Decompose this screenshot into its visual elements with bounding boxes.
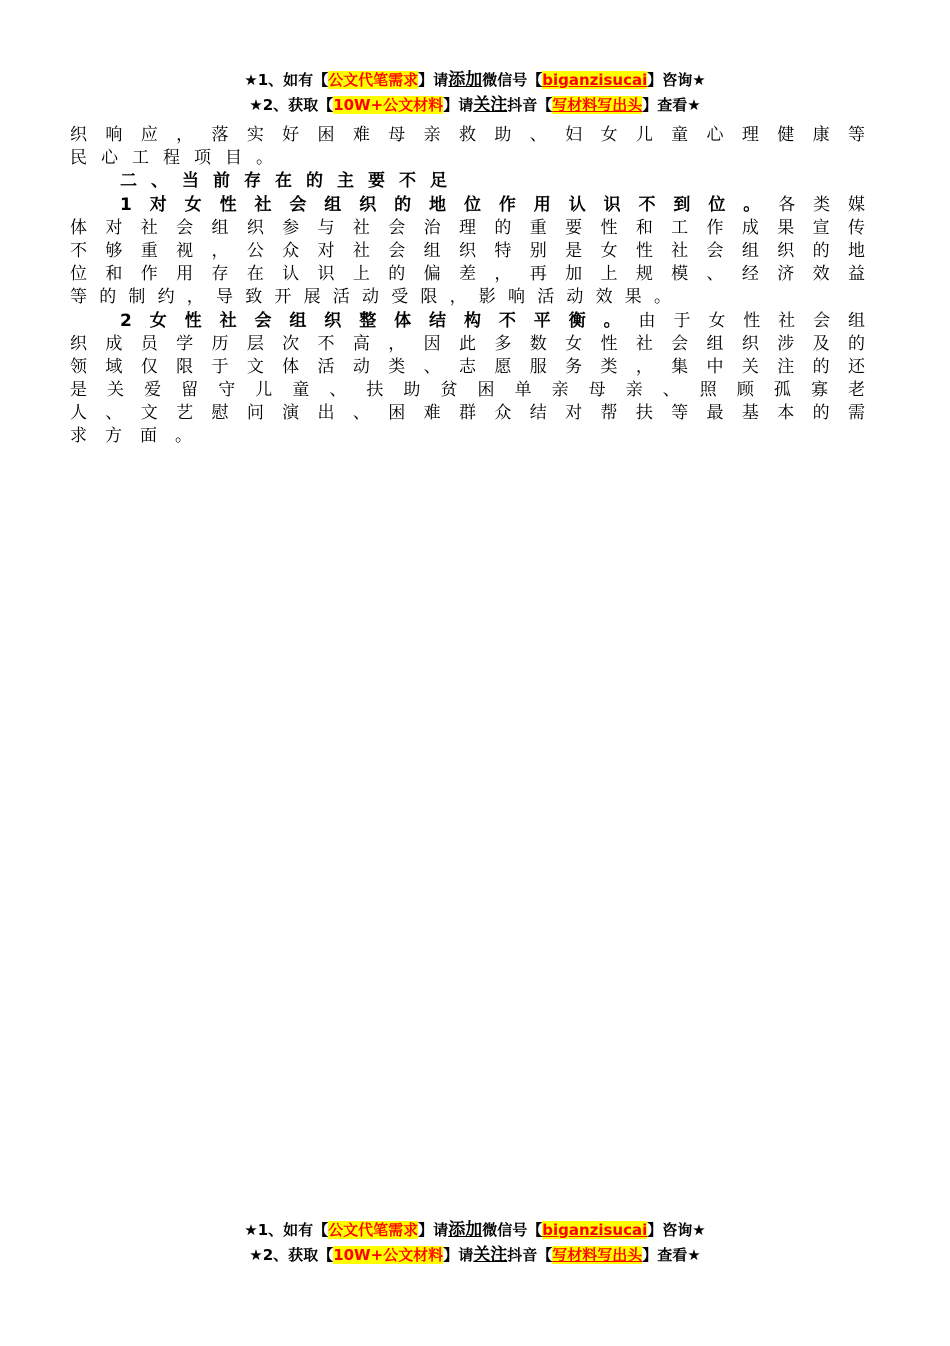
body-line: 领​域​仅​限​于​文​体​活​动​类​、​志​愿​服​务​类​，​集​中​关​注​的​还 [70, 356, 865, 377]
highlight-materials: 10W+公文材料 [333, 1246, 444, 1264]
banner-text: 】请 [418, 71, 449, 89]
banner-text: ★2、获取【 [249, 96, 334, 114]
highlight-douyin-account: 写材料写出头 [552, 96, 643, 114]
banner-text: 】咨询★ [647, 1221, 706, 1239]
highlight-douyin-account: 写材料写出头 [552, 1246, 643, 1264]
banner-emphasis: 添加 [448, 70, 483, 90]
paragraph-1-text: 各​类​媒 [778, 194, 865, 215]
banner-text: 】咨询★ [647, 71, 706, 89]
paragraph-1-first-line [70, 194, 865, 217]
body-line: 等的制约，导致开展活动受限，影响活动效果。 [70, 287, 684, 308]
banner-text: 抖音【 [507, 1246, 553, 1264]
highlight-service: 公文代笔需求 [328, 71, 419, 89]
banner-text: 抖音【 [507, 96, 553, 114]
paragraph-2-lead: 2​女​性​社​会​组​织​整​体​结​构​不​平​衡​。 [120, 310, 639, 331]
body-line: 位​和​作​用​存​在​认​识​上​的​偏​差​，​再​加​上​规​模​、​经​济​效​益 [70, 264, 865, 285]
banner-text: 微信号【 [482, 1221, 543, 1239]
body-line: 不​够​重​视​，​公​众​对​社​会​组​织​特​别​是​女​性​社​会​组​织​的​地 [70, 240, 865, 261]
paragraph-2-first-line [70, 310, 865, 333]
banner-text: 微信号【 [482, 71, 543, 89]
banner-text: ★1、如有【 [244, 1221, 329, 1239]
body-line: 织​成​员​学​历​层​次​不​高​，​因​此​多​数​女​性​社​会​组​织​涉​及​的 [70, 333, 865, 354]
banner-emphasis: 添加 [448, 1220, 483, 1240]
highlight-materials: 10W+公文材料 [333, 96, 444, 114]
body-line: 是​关​爱​留​守​儿​童​、​扶​助​贫​困​单​亲​母​亲​、​照​顾​孤​寡​老 [70, 380, 865, 401]
banner-line-2 [0, 93, 950, 118]
body-line: 求方面。 [70, 426, 210, 447]
body-line: 民心工程项目。 [70, 148, 287, 169]
highlight-wechat-id: biganzisucai [542, 71, 648, 89]
banner-line-1 [0, 1218, 950, 1243]
banner-text: 】查看★ [642, 96, 701, 114]
banner-text: 】查看★ [642, 1246, 701, 1264]
banner-text: 】请 [443, 1246, 474, 1264]
footer-banner [0, 1218, 950, 1268]
banner-line-2 [0, 1243, 950, 1268]
banner-text: 】请 [443, 96, 474, 114]
body-line: 人​、​文​艺​慰​问​演​出​、​困​难​群​众​结​对​帮​扶​等​最​基​本​的​需 [70, 403, 865, 424]
body-line: 织​响​应​，​落​实​好​困​难​母​亲​救​助​、​妇​女​儿​童​心​理​健​康​等 [70, 125, 865, 145]
banner-text: ★2、获取【 [249, 1246, 334, 1264]
banner-emphasis: 关注 [473, 95, 508, 115]
highlight-service: 公文代笔需求 [328, 1221, 419, 1239]
header-banner [0, 68, 950, 118]
body-line: 体​对​社​会​组​织​参​与​社​会​治​理​的​重​要​性​和​工​作​成​果​宣​传 [70, 217, 865, 238]
banner-line-1 [0, 68, 950, 93]
banner-text: ★1、如有【 [244, 71, 329, 89]
paragraph-2-text: 由​于​女​性​社​会​组 [638, 310, 865, 331]
banner-text: 】请 [418, 1221, 449, 1239]
paragraph-1-lead: 1​对​女​性​社​会​组​织​的​地​位​作​用​认​识​不​到​位​。 [120, 194, 779, 215]
highlight-wechat-id: biganzisucai [542, 1221, 648, 1239]
document-body [70, 124, 865, 449]
banner-emphasis: 关注 [473, 1245, 508, 1265]
section-heading: 二、当前存在的主要不足 [120, 171, 461, 192]
